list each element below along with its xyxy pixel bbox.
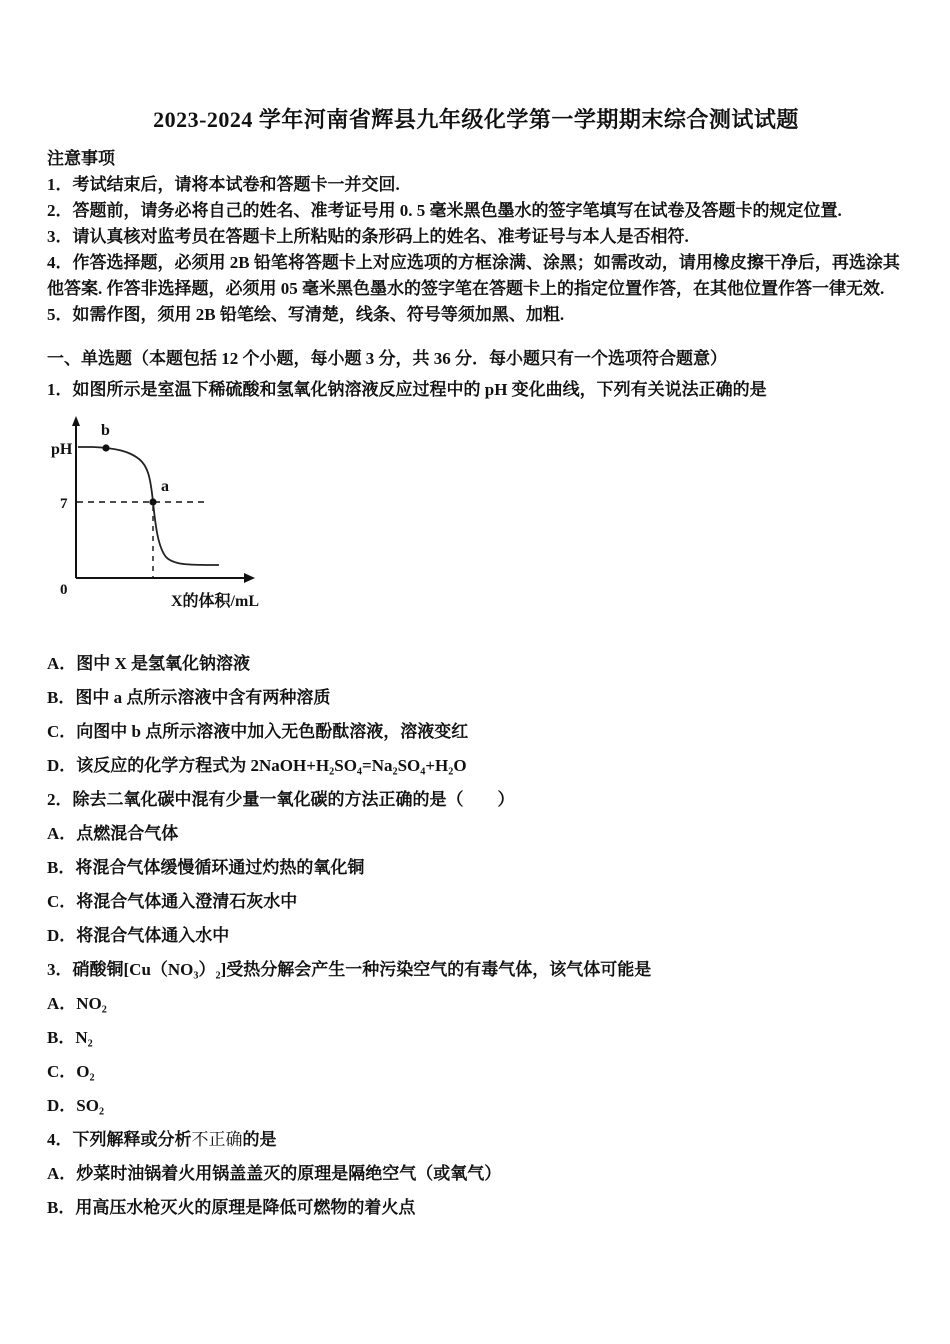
question-4-stem-suffix: 的是 xyxy=(242,1130,277,1149)
question-3-option-a: A．NO₂ xyxy=(47,994,107,1013)
point-a-marker xyxy=(149,498,156,505)
question-2-option-b: B．将混合气体缓慢循环通过灼热的氧化铜 xyxy=(47,858,365,877)
notice-item-4: 4．作答选择题，必须用 2B 铅笔将答题卡上对应选项的方框涂满、涂黑；如需改动，请用橡皮擦干净后，再选涂其他答案. 作答非选择题，必须用 05 毫米黑色墨水的签字笔在答题卡上的指定位置作答，在其他位置作答一律无效. xyxy=(47,253,900,298)
point-a-label: a xyxy=(161,478,169,495)
question-4-stem xyxy=(47,1130,905,1150)
y-tick-7-label: 7 xyxy=(60,496,68,512)
question-3-option-c: C．O₂ xyxy=(47,1062,95,1081)
section-header: 一、单选题（本题包括 12 个小题，每小题 3 分，共 36 分．每小题只有一个选项符合题意） xyxy=(47,349,727,368)
x-axis-label: X的体积/mL xyxy=(171,593,260,610)
notice-item-2: 2．答题前，请务必将自己的姓名、准考证号用 0. 5 毫米黑色墨水的签字笔填写在试卷及答题卡的规定位置. xyxy=(47,201,842,220)
point-b-marker xyxy=(102,444,109,451)
point-b-label: b xyxy=(101,422,110,439)
question-4-stem-emphasis: 不正确 xyxy=(191,1130,243,1149)
origin-label: 0 xyxy=(60,582,68,598)
notice-item-3: 3．请认真核对监考员在答题卡上所粘贴的条形码上的姓名、准考证号与本人是否相符. xyxy=(47,227,689,246)
y-axis-arrowhead-icon xyxy=(72,416,80,426)
notice-item-1: 1．考试结束后，请将本试卷和答题卡一并交回. xyxy=(47,175,400,194)
question-1-option-a: A．图中 X 是氢氧化钠溶液 xyxy=(47,654,251,673)
question-2-option-c: C．将混合气体通入澄清石灰水中 xyxy=(47,892,298,911)
question-3-option-b: B．N₂ xyxy=(47,1028,93,1047)
question-1-stem: 1．如图所示是室温下稀硫酸和氢氧化钠溶液反应过程中的 pH 变化曲线，下列有关说法正确的是 xyxy=(47,380,767,399)
page-title: 2023-2024 学年河南省辉县九年级化学第一学期期末综合测试试题 xyxy=(153,107,799,132)
y-axis-label: pH xyxy=(51,441,73,458)
question-4-stem-prefix: 4．下列解释或分析 xyxy=(47,1130,192,1149)
question-4-option-b: B．用高压水枪灭火的原理是降低可燃物的着火点 xyxy=(47,1198,416,1217)
question-3-stem: 3．硝酸铜[Cu（NO₃）₂]受热分解会产生一种污染空气的有毒气体，该气体可能是 xyxy=(47,960,652,979)
notice-heading: 注意事项 xyxy=(47,149,115,168)
question-2-stem: 2．除去二氧化碳中混有少量一氧化碳的方法正确的是（ ） xyxy=(47,790,515,809)
notice-section xyxy=(47,146,905,328)
ph-curve-figure xyxy=(31,414,351,626)
ph-curve xyxy=(78,447,219,565)
question-2-option-d: D．将混合气体通入水中 xyxy=(47,926,230,945)
question-1-option-b: B．图中 a 点所示溶液中含有两种溶质 xyxy=(47,688,331,707)
ph-curve-svg xyxy=(31,414,351,626)
question-1-option-d: D．该反应的化学方程式为 2NaOH+H₂SO₄=Na₂SO₄+H₂O xyxy=(47,756,467,775)
question-3-option-d: D．SO₂ xyxy=(47,1096,105,1115)
question-2-option-a: A．点燃混合气体 xyxy=(47,824,179,843)
question-1-option-c: C．向图中 b 点所示溶液中加入无色酚酞溶液，溶液变红 xyxy=(47,722,469,741)
x-axis-arrowhead-icon xyxy=(244,573,255,583)
notice-item-5: 5．如需作图，须用 2B 铅笔绘、写清楚，线条、符号等须加黑、加粗. xyxy=(47,305,565,324)
question-4-option-a: A．炒菜时油锅着火用锅盖盖灭的原理是隔绝空气（或氧气） xyxy=(47,1164,502,1183)
